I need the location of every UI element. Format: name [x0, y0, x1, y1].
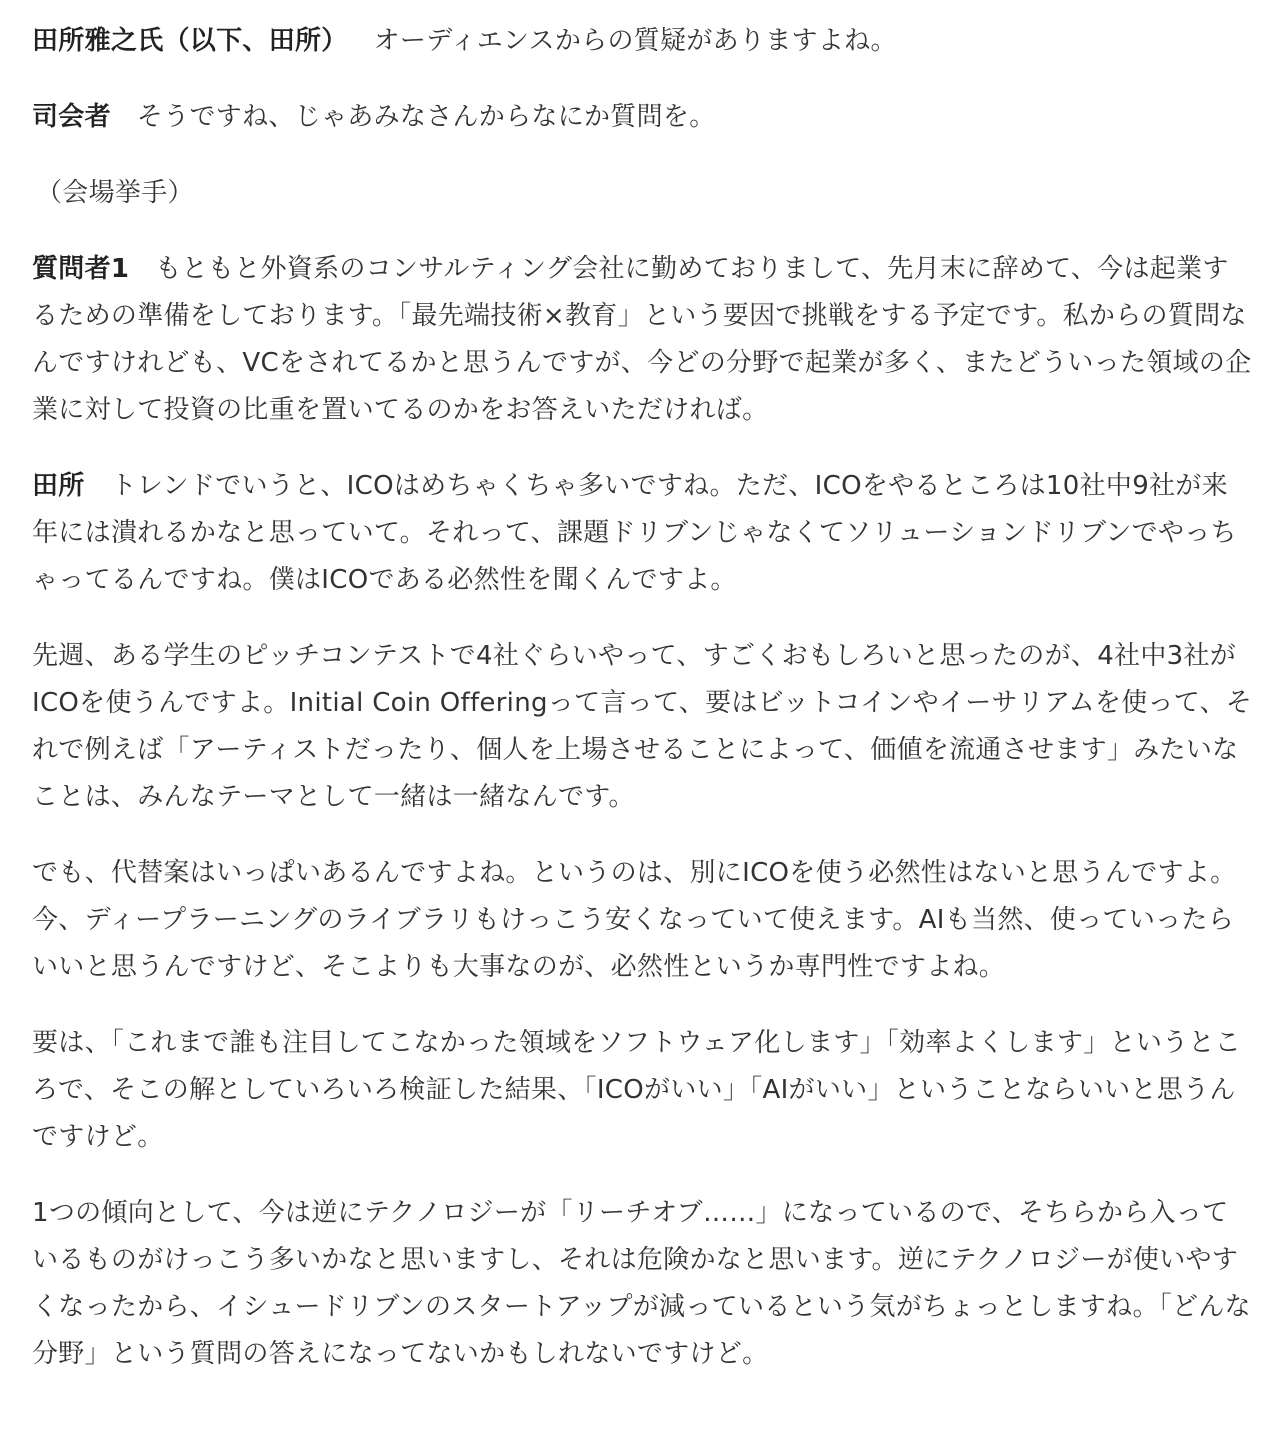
dialogue-text: そうですね、じゃあみなさんからなにか質問を。: [136, 102, 716, 132]
dialogue-text: （会場挙手）: [36, 178, 194, 208]
body-paragraph: [32, 1020, 1254, 1161]
stage-direction: [32, 170, 1254, 217]
dialogue-paragraph: [32, 18, 1254, 65]
dialogue-text: 先週、ある学生のピッチコンテストで4社ぐらいやって、すごくおもしろいと思ったのが、4社中3社がICOを使うんですよ。Initial Coin Offeringって言って、要はビットコインやイーサリアムを使って、それで例えば「アーティストだったり、個人を上場させることによって、価値を流通させます」みたいなことは、みんなテーマとして一緒は一緒なんです。: [32, 641, 1253, 812]
dialogue-paragraph: [32, 463, 1254, 604]
dialogue-text: 1つの傾向として、今は逆にテクノロジーが「リーチオブ……」になっているので、そちらから入っているものがけっこう多いかなと思いますし、それは危険かなと思います。逆にテクノロジーが使いやすくなったから、イシュードリブンのスタートアップが減っているという気がちょっとしますね。「どんな分野」という質問の答えになってないかもしれないですけど。: [32, 1198, 1251, 1369]
body-paragraph: [32, 850, 1254, 991]
dialogue-text: 要は、「これまで誰も注目してこなかった領域をソフトウェア化します」「効率よくします」というところで、そこの解としていろいろ検証した結果、「ICOがいい」「AIがいい」ということならいいと思うんですけど。: [32, 1028, 1242, 1152]
article-body: [32, 18, 1254, 1378]
dialogue-paragraph: [32, 94, 1254, 141]
dialogue-text: オーディエンスからの質疑がありますよね。: [373, 26, 897, 56]
dialogue-paragraph: [32, 246, 1254, 434]
speaker-name: 司会者: [32, 102, 111, 132]
dialogue-text: でも、代替案はいっぱいあるんですよね。というのは、別にICOを使う必然性はないと思うんですよ。今、ディープラーニングのライブラリもけっこう安くなっていて使えます。AIも当然、使っていったらいいと思うんですけど、そこよりも大事なのが、必然性というか専門性ですよね。: [32, 858, 1237, 982]
speaker-name: 田所: [32, 471, 85, 501]
dialogue-text: もともと外資系のコンサルティング会社に勤めておりまして、先月末に辞めて、今は起業するための準備をしております。「最先端技術×教育」という要因で挑戦をする予定です。私からの質問なんですけれども、VCをされてるかと思うんですが、今どの分野で起業が多く、またどういった領域の企業に対して投資の比重を置いてるのかをお答えいただければ。: [32, 254, 1252, 425]
speaker-name: 質問者1: [32, 254, 130, 284]
dialogue-text: トレンドでいうと、ICOはめちゃくちゃ多いですね。ただ、ICOをやるところは10社中9社が来年には潰れるかなと思っていて。それって、課題ドリブンじゃなくてソリューションドリブンでやっちゃってるんですね。僕はICOである必然性を聞くんですよ。: [32, 471, 1237, 595]
body-paragraph: [32, 1190, 1254, 1378]
speaker-name: 田所雅之氏（以下、田所）: [32, 26, 348, 56]
body-paragraph: [32, 633, 1254, 821]
